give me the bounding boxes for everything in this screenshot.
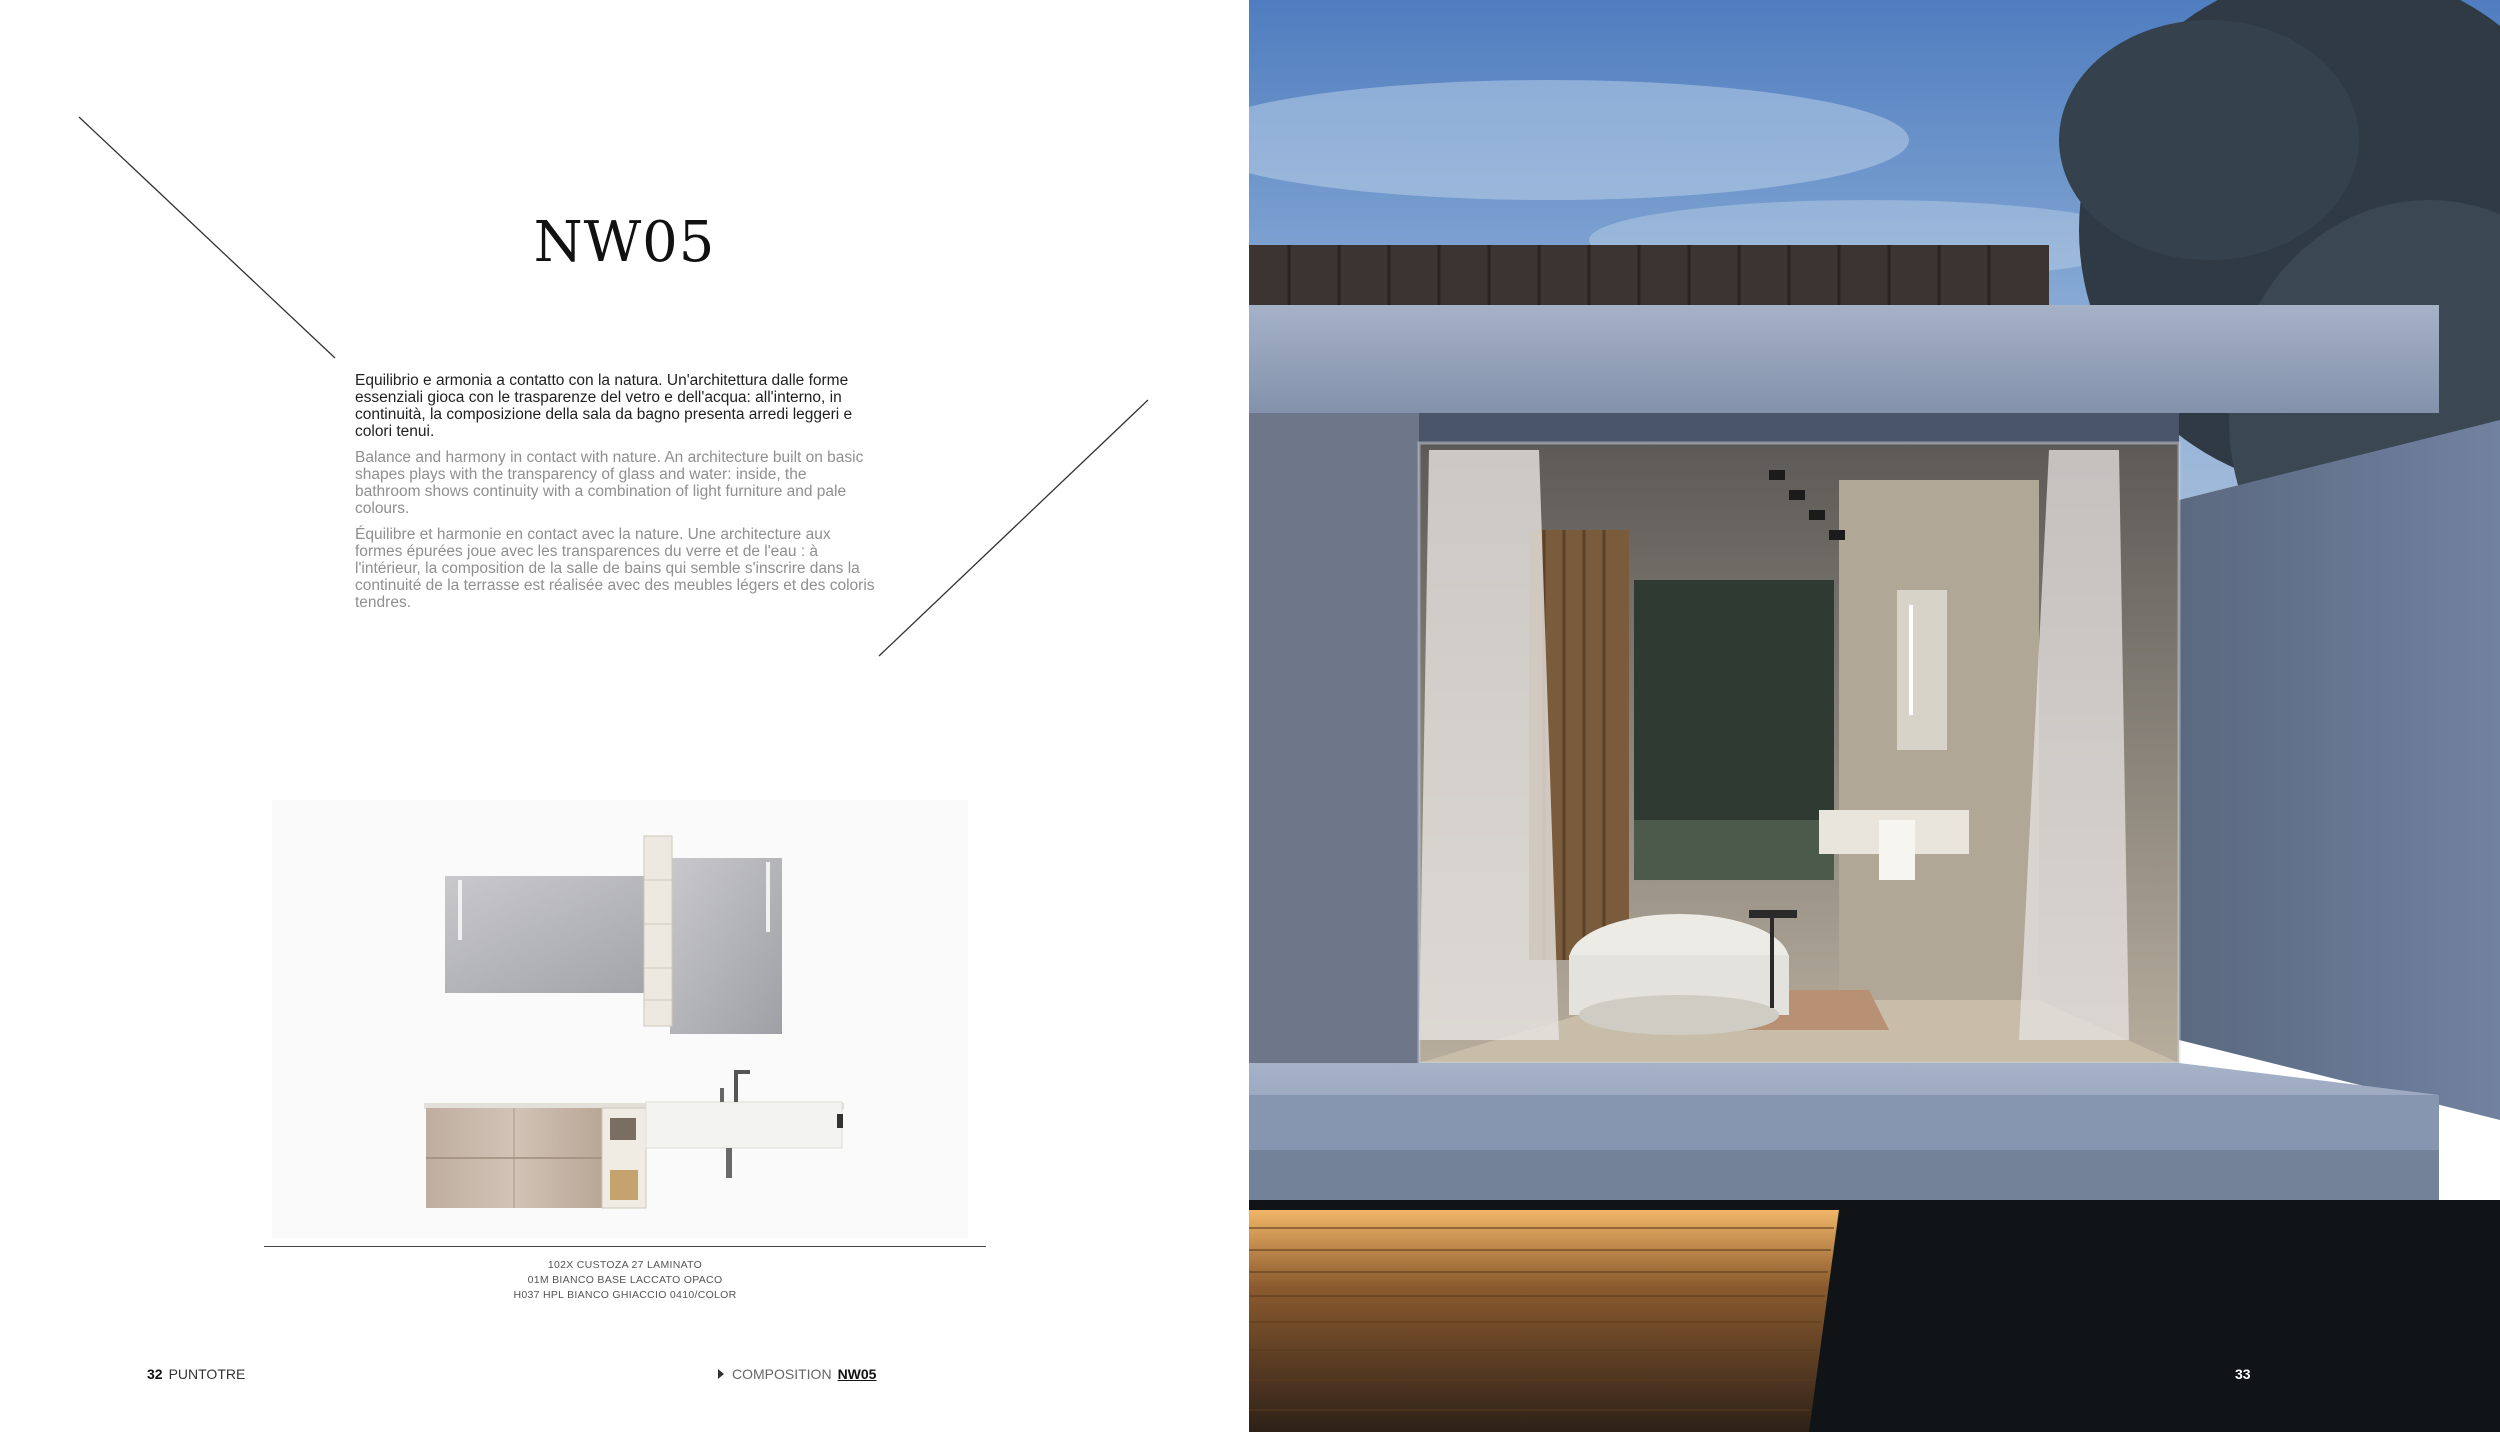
right-page-photo bbox=[1249, 0, 2500, 1432]
left-page bbox=[0, 0, 1249, 1432]
washbasin-unit bbox=[646, 1102, 842, 1148]
brand-name: PUNTOTRE bbox=[168, 1366, 246, 1382]
description-italian: Equilibrio e armonia a contatto con la natura. Un'architettura dalle forme essenziali gioca con le trasparenze del vetro e dell'acqua: all'interno, in continuità, la composizione della sala da bagno presenta arredi leggeri e colori tenui. bbox=[355, 372, 853, 440]
description-english: Balance and harmony in contact with nature. An architecture built on basic shapes plays with the transparency of glass and water: inside, the bathroom shows continuity with a combination of light furniture and pale colours. bbox=[355, 449, 864, 517]
footer-composition bbox=[718, 1366, 876, 1382]
right-page-number: 33 bbox=[2235, 1366, 2251, 1382]
separator-rule bbox=[264, 1246, 986, 1247]
spec-line-1: 102X CUSTOZA 27 LAMINATO bbox=[547, 1259, 703, 1271]
description-block bbox=[355, 372, 875, 611]
description-french: Équilibre et harmonie en contact avec la nature. Une architecture aux formes épurées joue avec les transparences du verre et de l'eau : à l'intérieur, la composition de la salle de bains qui semble s'inscrire dans la continuité de la terrasse est réalisée avec des meubles légers et des coloris tendres. bbox=[355, 526, 875, 611]
mirror-right bbox=[670, 858, 782, 1034]
spec-line-2: 01M BIANCO BASE LACCATO OPACO bbox=[527, 1274, 723, 1286]
left-page-number: 32 bbox=[147, 1366, 163, 1382]
composition-code: NW05 bbox=[837, 1366, 877, 1382]
footer-left bbox=[147, 1366, 245, 1382]
tap bbox=[734, 1070, 738, 1102]
spec-line-3: H037 HPL BIANCO GHIACCIO 0410/COLOR bbox=[513, 1289, 737, 1301]
arrow-right-icon bbox=[718, 1369, 724, 1379]
open-shelf-unit bbox=[644, 836, 672, 1026]
composition-label: COMPOSITION bbox=[732, 1366, 832, 1382]
bathroom-pavilion-photo bbox=[1249, 0, 2500, 1432]
vanity-composition-illustration bbox=[272, 800, 968, 1238]
page-title: NW05 bbox=[533, 210, 716, 275]
product-image bbox=[272, 800, 968, 1238]
